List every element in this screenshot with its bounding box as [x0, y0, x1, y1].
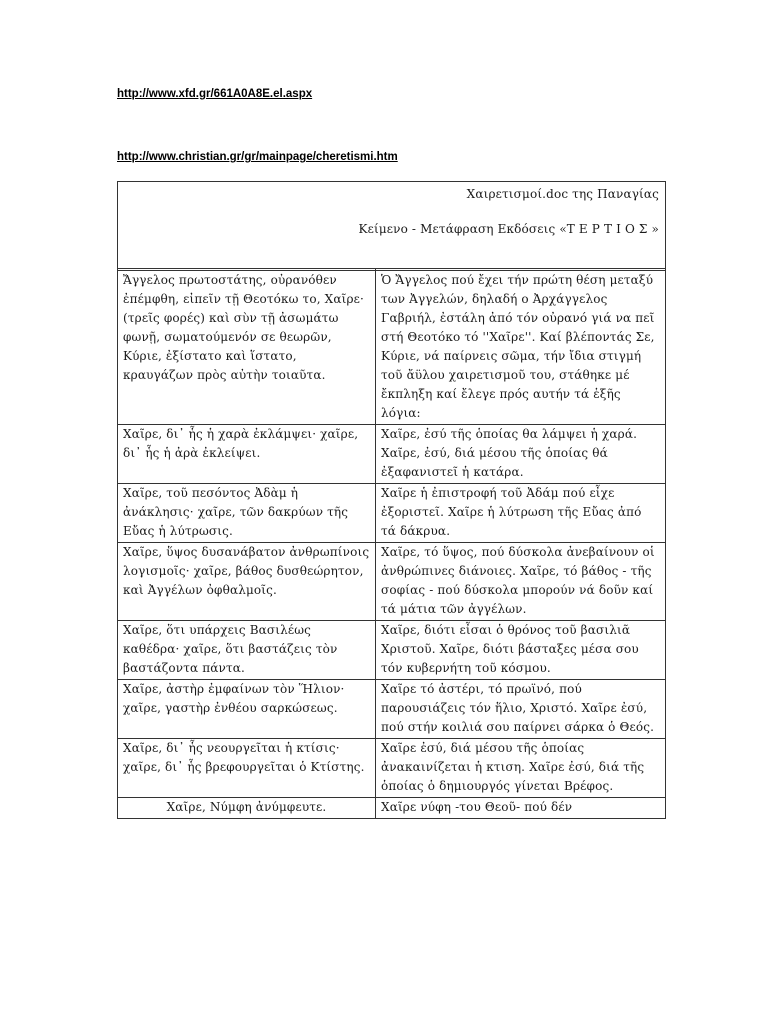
- translation-text-cell: Χαῖρε, τό ὕψος, πού δύσκολα ἀνεβαίνουν οἱ ἀνθρώπινες διάνοιες. Χαῖρε, τό βάθος - τῆς σοφίας - πού δύσκολα μπορούν νά δοῦν καί τά μάτια τῶν ἀγγέλων.: [376, 543, 666, 621]
- table-row: [118, 425, 666, 484]
- original-text-cell: Χαῖρε, ὕψος δυσανάβατον ἀνθρωπίνοις λογισμοῖς· χαῖρε, βάθος δυσθεώρητον, καὶ Ἀγγέλων ὀφθαλμοῖς.: [118, 543, 376, 621]
- document-title: Χαιρετισμοί.doc της Παναγίας: [466, 187, 660, 201]
- translation-text-cell: Χαῖρε, ἐσύ τῆς ὁποίας θα λάμψει ἡ χαρά. Χαῖρε, ἐσύ, διά μέσου τῆς ὁποίας θά ἐξαφανιστεῖ ἡ κατάρα.: [376, 425, 666, 484]
- table-row: [118, 739, 666, 798]
- original-text-cell: Χαῖρε, δι᾽ ἧς ἡ χαρὰ ἐκλάμψει· χαῖρε, δι᾽ ἧς ἡ ἀρὰ ἐκλείψει.: [118, 425, 376, 484]
- translation-text-cell: Χαῖρε νύφη -του Θεοῦ- πού δέν: [376, 798, 666, 819]
- table-row: [118, 621, 666, 680]
- table-row: [118, 798, 666, 819]
- translation-text-cell: Ὁ Ἄγγελος πού ἔχει τήν πρώτη θέση μεταξύ των Ἀγγελών, δηλαδή ο Ἀρχάγγελος Γαβριήλ, ἐστάλη ἀπό τόν οὐρανό γιά να πεῖ στή Θεοτόκο τό ''Χαῖρε''. Καί βλέποντάς Σε, Κύριε, νά παίρνεις σῶμα, τήν ἴδια στιγμή τοῦ ἄϋλου χαιρετισμοῦ του, στάθηκε μέ ἔκπληξη καί ἔλεγε πρός αυτήν τά ἑξῆς λόγια:: [376, 271, 666, 425]
- table-row: [118, 680, 666, 739]
- original-text-cell: Ἄγγελος πρωτοστάτης, οὐρανόθεν ἐπέμφθη, εἰπεῖν τῇ Θεοτόκω το, Χαῖρε· (τρεῖς φορές) καὶ σὺν τῇ ἀσωμάτω φωνῇ, σωματούμενόν σε θεωρῶν, Κύριε, ἐξίστατο καὶ ἵστατο, κραυγάζων πρὸς αὐτὴν τοιαῦτα.: [118, 271, 376, 425]
- original-text-cell: Χαῖρε, δι᾽ ἧς νεουργεῖται ἡ κτίσις· χαῖρε, δι᾽ ἧς βρεφουργεῖται ὁ Κτίστης.: [118, 739, 376, 798]
- translation-text-cell: Χαῖρε ἐσύ, διά μέσου τῆς ὁποίας ἀνακαινίζεται ἡ κτιση. Χαῖρε ἐσύ, διά τῆς ὁποίας ὁ δημιουργός γίνεται Βρέφος.: [376, 739, 666, 798]
- table-row: [118, 484, 666, 543]
- table-row: [118, 543, 666, 621]
- xfd-link[interactable]: http://www.xfd.gr/661A0A8E.el.aspx: [117, 88, 313, 100]
- original-text-cell: Χαῖρε, ἀστὴρ ἐμφαίνων τὸν Ἥλιον· χαῖρε, γαστὴρ ἐνθέου σαρκώσεως.: [118, 680, 376, 739]
- publisher-line: Κείμενο - Μετάφραση Εκδόσεις «Τ Ε Ρ Τ Ι Ο Σ »: [358, 222, 660, 236]
- table-row: [118, 271, 666, 425]
- table-header-row: [118, 182, 666, 269]
- original-text-cell: Χαῖρε, ὅτι υπάρχεις Βασιλέως καθέδρα· χαῖρε, ὅτι βαστάζεις τὸν βαστάζοντα πάντα.: [118, 621, 376, 680]
- translation-text-cell: Χαῖρε ἡ ἐπιστροφή τοῦ Ἀδάμ πού εἶχε ἐξοριστεῖ. Χαῖρε ἡ λύτρωση τῆς Εὔας ἀπό τά δάκρυα.: [376, 484, 666, 543]
- translation-text-cell: Χαῖρε τό ἀστέρι, τό πρωϊνό, πού παρουσιάζεις τόν ἥλιο, Χριστό. Χαῖρε ἐσύ, πού στήν κοιλιά σου παίρνει σάρκα ὁ Θεός.: [376, 680, 666, 739]
- original-text-cell: Χαῖρε, Νύμφη ἀνύμφευτε.: [118, 798, 376, 819]
- translation-text-cell: Χαῖρε, διότι εἶσαι ὁ θρόνος τοῦ βασιλιᾶ Χριστοῦ. Χαῖρε, διότι βάσταξες μέσα σου τόν κυβερνήτη τοῦ κόσμου.: [376, 621, 666, 680]
- table-header-cell: [118, 182, 666, 269]
- hymn-table: [117, 181, 666, 819]
- christian-gr-link[interactable]: http://www.christian.gr/gr/mainpage/cheretismi.htm: [117, 151, 398, 163]
- original-text-cell: Χαῖρε, τοῦ πεσόντος Ἀδὰμ ἡ ἀνάκλησις· χαῖρε, τῶν δακρύων τῆς Εὔας ἡ λύτρωσις.: [118, 484, 376, 543]
- hymn-table-body: [118, 182, 666, 819]
